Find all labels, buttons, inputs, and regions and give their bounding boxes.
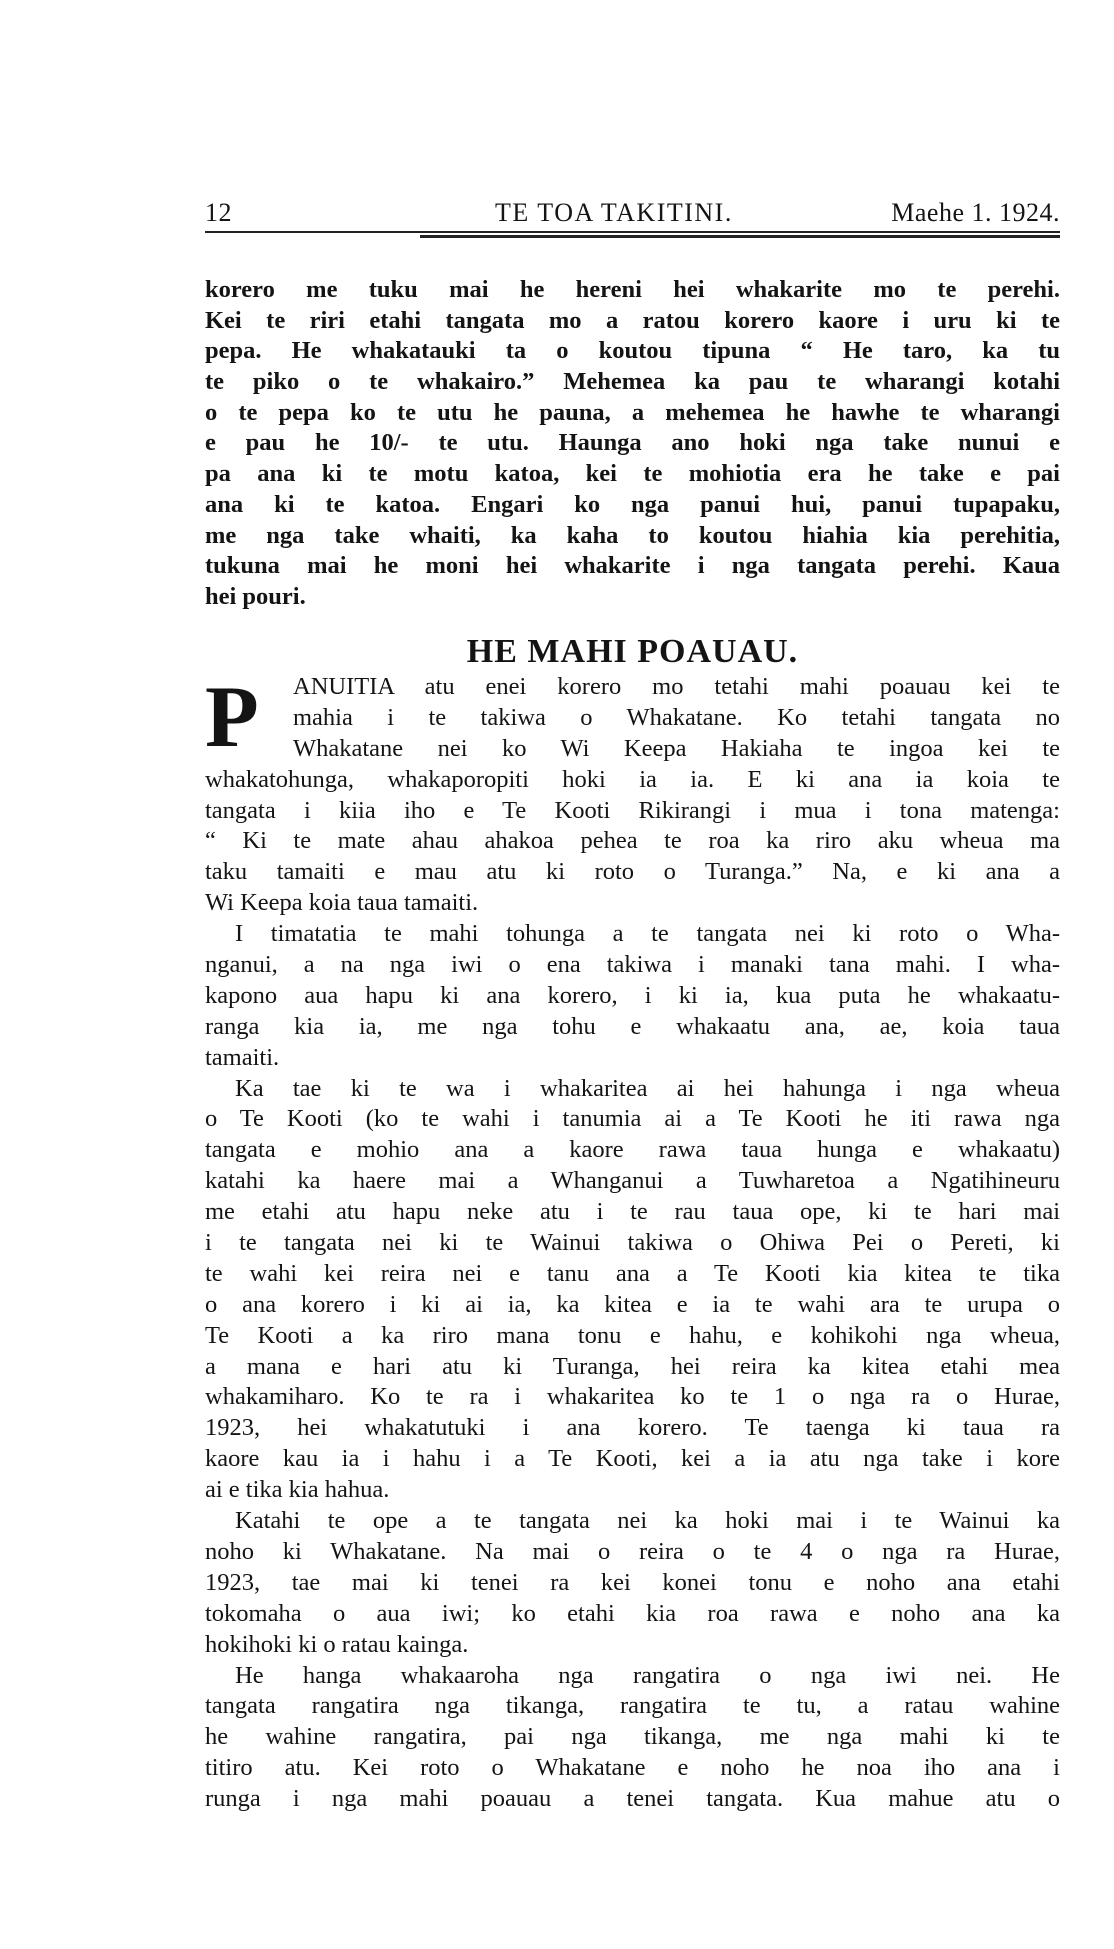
drop-cap: P <box>205 669 259 766</box>
text-line: 1923, tae mai ki tenei ra kei konei tonu e noho ana etahi <box>205 1568 1060 1596</box>
text-line: me etahi atu hapu neke atu i te rau taua ope, ki te hari mai <box>205 1198 1060 1226</box>
article-body <box>205 669 1060 1815</box>
text-line: runga i nga mahi poauau a tenei tangata. Kua mahue atu o <box>205 1785 1060 1813</box>
text-line: kaore kau ia i hahu i a Te Kooti, kei a ia atu nga take i kore <box>205 1445 1060 1473</box>
text-line: me nga take whaiti, ka kaha to koutou hiahia kia perehitia, <box>205 521 1060 549</box>
text-line: e pau he 10/- te utu. Haunga ano hoki nga take nunui e <box>205 429 1060 457</box>
text-line: tangata e mohio ana a kaore rawa taua hunga e whakaatu) <box>205 1136 1060 1164</box>
text-line: noho ki Whakatane. Na mai o reira o te 4 o nga ra Hurae, <box>205 1537 1060 1565</box>
text-line: o Te Kooti (ko te wahi i tanumia ai a Te Kooti he iti rawa nga <box>205 1105 1060 1133</box>
text-line: Ka tae ki te wa i whakaritea ai hei hahunga i nga wheua <box>235 1074 1060 1102</box>
text-line: hokihoki ki o ratau kainga. <box>205 1630 469 1658</box>
text-line: whakamiharo. Ko te ra i whakaritea ko te 1 o nga ra o Hurae, <box>205 1383 1060 1411</box>
page-number: 12 <box>205 198 232 227</box>
text-line: ai e tika kia hahua. <box>205 1476 390 1504</box>
text-line: tukuna mai he moni hei whakarite i nga tangata perehi. Kaua <box>205 552 1060 580</box>
publication-title: TE TOA TAKITINI. <box>495 198 733 227</box>
text-line: hei pouri. <box>205 582 306 610</box>
issue-date: Maehe 1. 1924. <box>891 198 1060 227</box>
text-line: a mana e hari atu ki Turanga, hei reira ka kitea etahi mea <box>205 1352 1060 1380</box>
paragraph <box>205 1506 1060 1660</box>
paragraph <box>205 1074 1060 1506</box>
text-line: pa ana ki te motu katoa, kei te mohiotia era he take e pai <box>205 460 1060 488</box>
text-line: tangata i kiia iho e Te Kooti Rikirangi i mua i tona matenga: <box>205 796 1060 824</box>
text-line: tangata rangatira nga tikanga, rangatira te tu, a ratau wahine <box>205 1692 1060 1720</box>
text-line: Te Kooti a ka riro mana tonu e hahu, e kohikohi nga wheua, <box>205 1321 1060 1349</box>
header-rule-thick <box>420 235 1060 238</box>
text-line: 1923, hei whakatutuki i ana korero. Te taenga ki taua ra <box>205 1414 1060 1442</box>
text-line: I timatatia te mahi tohunga a te tangata nei ki roto o Wha- <box>235 920 1060 948</box>
text-line: “ Ki te mate ahau ahakoa pehea te roa ka riro aku wheua ma <box>205 827 1060 855</box>
text-line: taku tamaiti e mau atu ki roto o Turanga.” Na, e ki ana a <box>205 858 1060 886</box>
paragraph <box>205 669 1060 919</box>
text-line: tamaiti. <box>205 1043 280 1071</box>
text-line: Kei te riri etahi tangata mo a ratou korero kaore i uru ki te <box>205 306 1060 334</box>
text-line: o ana korero i ki ai ia, ka kitea e ia te wahi ara te urupa o <box>205 1290 1060 1318</box>
text-line: te wahi kei reira nei e tanu ana a Te Kooti kia kitea te tika <box>205 1259 1060 1287</box>
text-line: mahia i te takiwa o Whakatane. Ko tetahi tangata no <box>293 703 1060 731</box>
text-line: i te tangata nei ki te Wainui takiwa o Ohiwa Pei o Pereti, ki <box>205 1229 1060 1257</box>
header-rule <box>205 231 1060 233</box>
text-line: o te pepa ko te utu he pauna, a mehemea he hawhe te wharangi <box>205 398 1060 426</box>
text-line: titiro atu. Kei roto o Whakatane e noho he noa iho ana i <box>205 1754 1060 1782</box>
text-line: nganui, a na nga iwi o ena takiwa i manaki tana mahi. I wha- <box>205 951 1060 979</box>
text-line: ranga kia ia, me nga tohu e whakaatu ana, ae, koia taua <box>205 1012 1060 1040</box>
text-line: ana ki te katoa. Engari ko nga panui hui, panui tupapaku, <box>205 490 1060 518</box>
running-head <box>205 196 1060 230</box>
text-line: tokomaha o aua iwi; ko etahi kia roa rawa e noho ana ka <box>205 1599 1060 1627</box>
text-line: katahi ka haere mai a Whanganui a Tuwharetoa a Ngatihineuru <box>205 1167 1060 1195</box>
text-line: Wi Keepa koia taua tamaiti. <box>205 889 479 917</box>
paragraph <box>205 919 1060 1073</box>
text-line: whakatohunga, whakaporopiti hoki ia ia. E ki ana ia koia te <box>205 765 1060 793</box>
text-line: ANUITIA atu enei korero mo tetahi mahi poauau kei te <box>293 673 1060 700</box>
paragraph <box>205 1661 1060 1815</box>
text-line: Katahi te ope a te tangata nei ka hoki mai i te Wainui ka <box>235 1507 1060 1535</box>
text-line: Whakatane nei ko Wi Keepa Hakiaha te ingoa kei te <box>293 734 1060 762</box>
text-line: te piko o te whakairo.” Mehemea ka pau te wharangi kotahi <box>205 368 1060 396</box>
intro-paragraph <box>205 275 1060 613</box>
text-line: He hanga whakaaroha nga rangatira o nga iwi nei. He <box>235 1661 1060 1689</box>
article-heading: HE MAHI POAUAU. <box>466 633 799 670</box>
text-line: he wahine rangatira, pai nga tikanga, me nga mahi ki te <box>205 1723 1060 1751</box>
text-line: pepa. He whakatauki ta o koutou tipuna “ He taro, ka tu <box>205 337 1060 365</box>
text-line: kapono aua hapu ki ana korero, i ki ia, kua puta he whakaatu- <box>205 981 1060 1009</box>
text-line: korero me tuku mai he hereni hei whakarite mo te perehi. <box>205 276 1060 303</box>
